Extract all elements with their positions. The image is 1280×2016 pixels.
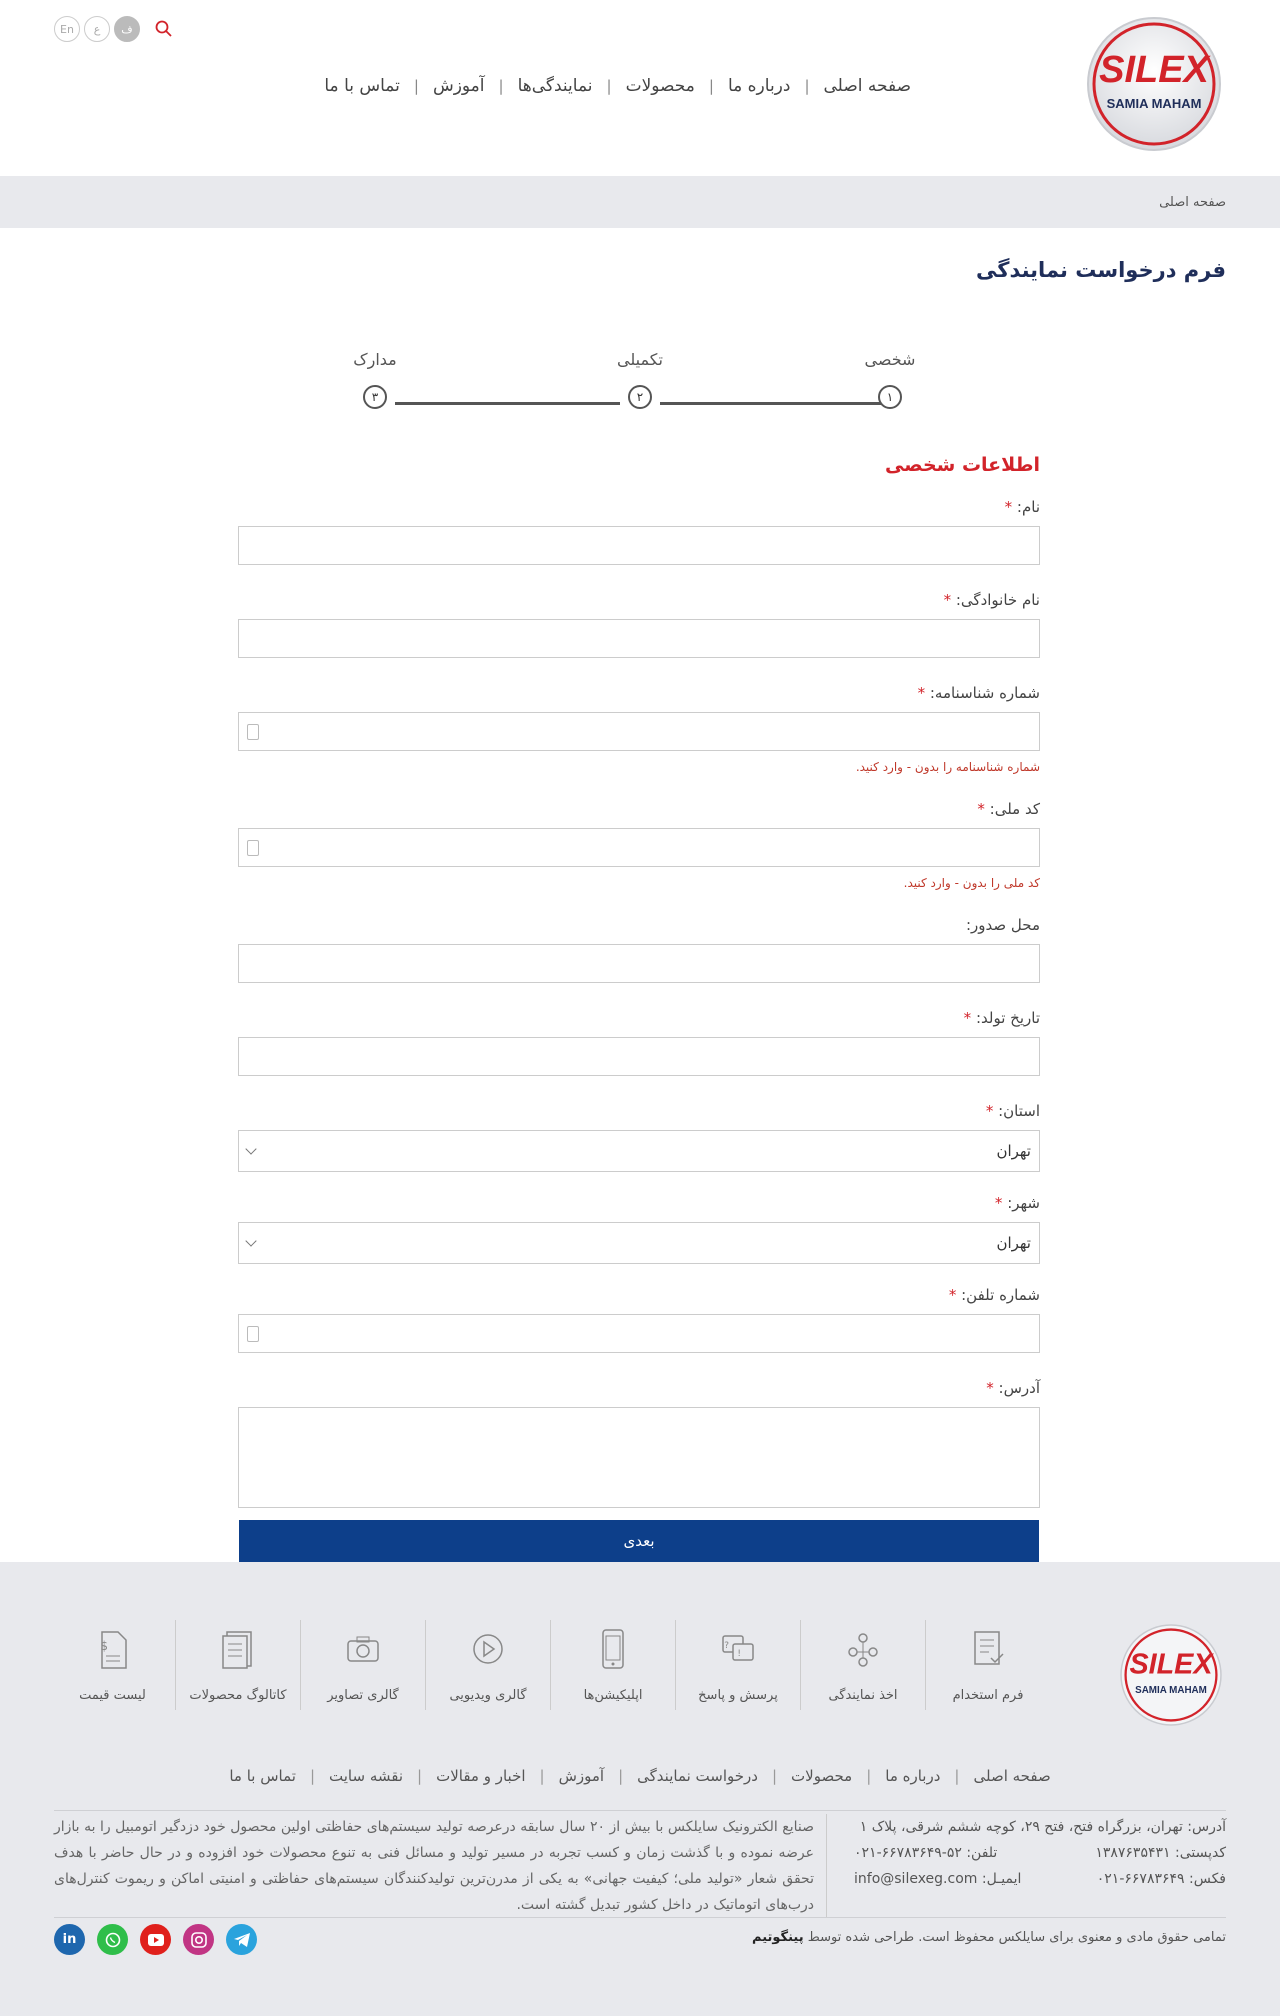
- address-textarea[interactable]: [238, 1407, 1040, 1508]
- nav-about[interactable]: درباره ما: [727, 76, 791, 96]
- instagram-icon[interactable]: [183, 1924, 214, 1955]
- lang-fa[interactable]: ف: [114, 16, 140, 42]
- number-spinner[interactable]: [247, 1326, 259, 1342]
- national-code-input[interactable]: [238, 828, 1040, 867]
- nav-products[interactable]: محصولات: [625, 76, 695, 96]
- silex-logo[interactable]: [1084, 14, 1224, 154]
- footer-copyright: تمامی حقوق مادی و معنوی برای سایلکس محفوظ است. طراحی شده توسط پینگوتیم: [752, 1930, 1226, 1945]
- svg-text:$: $: [99, 1639, 108, 1653]
- footer-about: صنایع الکترونیک سایلکس با بیش از ۲۰ سال سابقه درعرصه تولید سیستم‌های حفاظتی اولین محصول خود دزدگیر اتومبیل را به بازار عرضه نموده و با گذشت زمان و کسب تجربه در مسیر تولید و مسائل فنی به تنوع محصولات خود افزوده و در حال حاضر با هدف تحقق شعار «تولید ملی؛ کیفیت جهانی» به یکی از مدرن‌ترین تولیدکنندگان سیستم‌های حفاظتی و امنیتی اماکن و ریموت کنترل‌های درب‌های اتوماتیک در داخل کشور تبدیل گشته است.: [54, 1814, 827, 1918]
- breadcrumb-home[interactable]: صفحه اصلی: [1159, 194, 1226, 210]
- youtube-icon[interactable]: [140, 1924, 171, 1955]
- national-code-help: کد ملی را بدون - وارد کنید.: [903, 876, 1040, 890]
- footer-nav-home[interactable]: صفحه اصلی: [973, 1767, 1051, 1785]
- number-spinner[interactable]: [247, 724, 259, 740]
- field-last-name: نام خانوادگی: *: [238, 591, 1040, 658]
- id-number-help: شماره شناسنامه را بدون - وارد کنید.: [855, 760, 1040, 774]
- last-name-input[interactable]: [238, 619, 1040, 658]
- camera-icon: [344, 1628, 382, 1670]
- page-title: فرم درخواست نمایندگی: [976, 258, 1226, 282]
- quick-link-apps[interactable]: اپلیکیشن‌ها: [550, 1620, 675, 1710]
- quick-link-agency[interactable]: اخذ نمایندگی: [800, 1620, 925, 1710]
- lang-ar[interactable]: ع: [84, 16, 110, 42]
- number-spinner[interactable]: [247, 840, 259, 856]
- footer-quick-links: [40, 1620, 1050, 1720]
- quick-link-employment[interactable]: فرم استخدام: [925, 1620, 1050, 1710]
- footer-email[interactable]: ایمیـل: info@silexeg.com: [854, 1871, 1022, 1887]
- city-select[interactable]: تهران: [238, 1222, 1040, 1264]
- designer-link[interactable]: پینگوتیم: [752, 1930, 804, 1945]
- field-address: آدرس: *: [238, 1379, 1040, 1508]
- svg-text:!: !: [737, 1649, 741, 1659]
- footer-nav-contact[interactable]: تماس با ما: [229, 1767, 296, 1785]
- step-complementary[interactable]: تکمیلی ۲: [600, 350, 680, 409]
- svg-text:?: ?: [724, 1641, 729, 1651]
- site-header: [0, 0, 1280, 176]
- whatsapp-icon[interactable]: [97, 1924, 128, 1955]
- catalog-icon: [219, 1628, 257, 1670]
- field-national-code: کد ملی: * کد ملی را بدون - وارد کنید.: [238, 800, 1040, 890]
- breadcrumb: [0, 176, 1280, 228]
- footer-nav-news[interactable]: اخبار و مقالات: [436, 1767, 526, 1785]
- chevron-down-icon: [245, 1143, 256, 1154]
- quick-link-faq[interactable]: ? ! پرسش و پاسخ: [675, 1620, 800, 1710]
- play-icon: [469, 1628, 507, 1670]
- search-icon[interactable]: [154, 19, 174, 39]
- field-first-name: نام: *: [238, 498, 1040, 565]
- step-connector: [395, 402, 620, 405]
- form-stepper: [350, 350, 930, 420]
- footer-nav-about[interactable]: درباره ما: [885, 1767, 941, 1785]
- issue-place-input[interactable]: [238, 944, 1040, 983]
- footer-silex-logo[interactable]: [1118, 1622, 1224, 1728]
- footer-nav-agency-request[interactable]: درخواست نمایندگی: [637, 1767, 758, 1785]
- main-nav: صفحه اصلی | درباره ما | محصولات | نمایندگی‌ها | آموزش | تماس با ما: [310, 76, 925, 96]
- section-title: اطلاعات شخصی: [885, 454, 1040, 476]
- social-links: [54, 1924, 257, 1955]
- field-province: استان: * تهران: [238, 1102, 1040, 1172]
- representative-form: [238, 454, 1040, 1562]
- step-personal[interactable]: شخصی ۱: [850, 350, 930, 409]
- nav-training[interactable]: آموزش: [432, 76, 485, 96]
- language-switcher: [54, 16, 174, 42]
- site-footer: [0, 1562, 1280, 2016]
- footer-nav: صفحه اصلی | درباره ما | محصولات | درخواست نمایندگی | آموزش | اخبار و مقالات | نقشه سایت | تماس با ما: [0, 1767, 1280, 1785]
- logo-subtitle: SAMIA MAHAM: [1106, 96, 1202, 111]
- field-id-number: شماره شناسنامه: * شماره شناسنامه را بدون - وارد کنید.: [238, 684, 1040, 774]
- lang-en[interactable]: En: [54, 16, 80, 42]
- quick-link-photos[interactable]: گالری تصاویر: [300, 1620, 425, 1710]
- mobile-app-icon: [594, 1628, 632, 1670]
- footer-nav-sitemap[interactable]: نقشه سایت: [329, 1767, 404, 1785]
- field-phone: شماره تلفن: *: [238, 1286, 1040, 1353]
- price-list-icon: [94, 1628, 132, 1670]
- svg-text:SILEX: SILEX: [1129, 1648, 1213, 1681]
- form-icon: [969, 1628, 1007, 1670]
- chevron-down-icon: [245, 1235, 256, 1246]
- quick-link-price-list[interactable]: $ لیست قیمت: [50, 1620, 175, 1710]
- id-number-input[interactable]: [238, 712, 1040, 751]
- nav-home[interactable]: صفحه اصلی: [823, 76, 911, 96]
- phone-input[interactable]: [238, 1314, 1040, 1353]
- faq-icon: [719, 1628, 757, 1670]
- footer-nav-training[interactable]: آموزش: [558, 1767, 605, 1785]
- birth-date-input[interactable]: [238, 1037, 1040, 1076]
- footer-postal-code: کدپستی: ۱۳۸۷۶۳۵۴۳۱: [1095, 1845, 1226, 1861]
- footer-contact: [854, 1814, 1226, 1892]
- linkedin-icon[interactable]: in: [54, 1924, 85, 1955]
- footer-address: آدرس: تهران، بزرگراه فتح، فتح ۲۹، کوچه ششم شرقی، پلاک ۱: [859, 1819, 1226, 1835]
- telegram-icon[interactable]: [226, 1924, 257, 1955]
- nav-agencies[interactable]: نمایندگی‌ها: [517, 76, 593, 96]
- nav-contact[interactable]: تماس با ما: [324, 76, 400, 96]
- province-select[interactable]: تهران: [238, 1130, 1040, 1172]
- first-name-input[interactable]: [238, 526, 1040, 565]
- field-city: شهر: * تهران: [238, 1194, 1040, 1264]
- quick-link-catalog[interactable]: کاتالوگ محصولات: [175, 1620, 300, 1710]
- footer-fax: فکس: ۶۶۷۸۳۶۴۹-۰۲۱: [1096, 1871, 1226, 1887]
- field-issue-place: محل صدور:: [238, 916, 1040, 983]
- network-icon: [844, 1628, 882, 1670]
- logo-wordmark: SILEX: [1099, 49, 1209, 91]
- field-birth-date: تاریخ تولد: *: [238, 1009, 1040, 1076]
- footer-nav-products[interactable]: محصولات: [791, 1767, 853, 1785]
- next-button[interactable]: بعدی: [239, 1520, 1039, 1562]
- step-documents[interactable]: مدارک ۳: [335, 350, 415, 409]
- quick-link-video[interactable]: گالری ویدیویی: [425, 1620, 550, 1710]
- footer-phone[interactable]: تلفن: ۵۲-۶۶۷۸۳۶۴۹-۰۲۱: [854, 1845, 998, 1861]
- svg-text:SAMIA MAHAM: SAMIA MAHAM: [1135, 1685, 1207, 1697]
